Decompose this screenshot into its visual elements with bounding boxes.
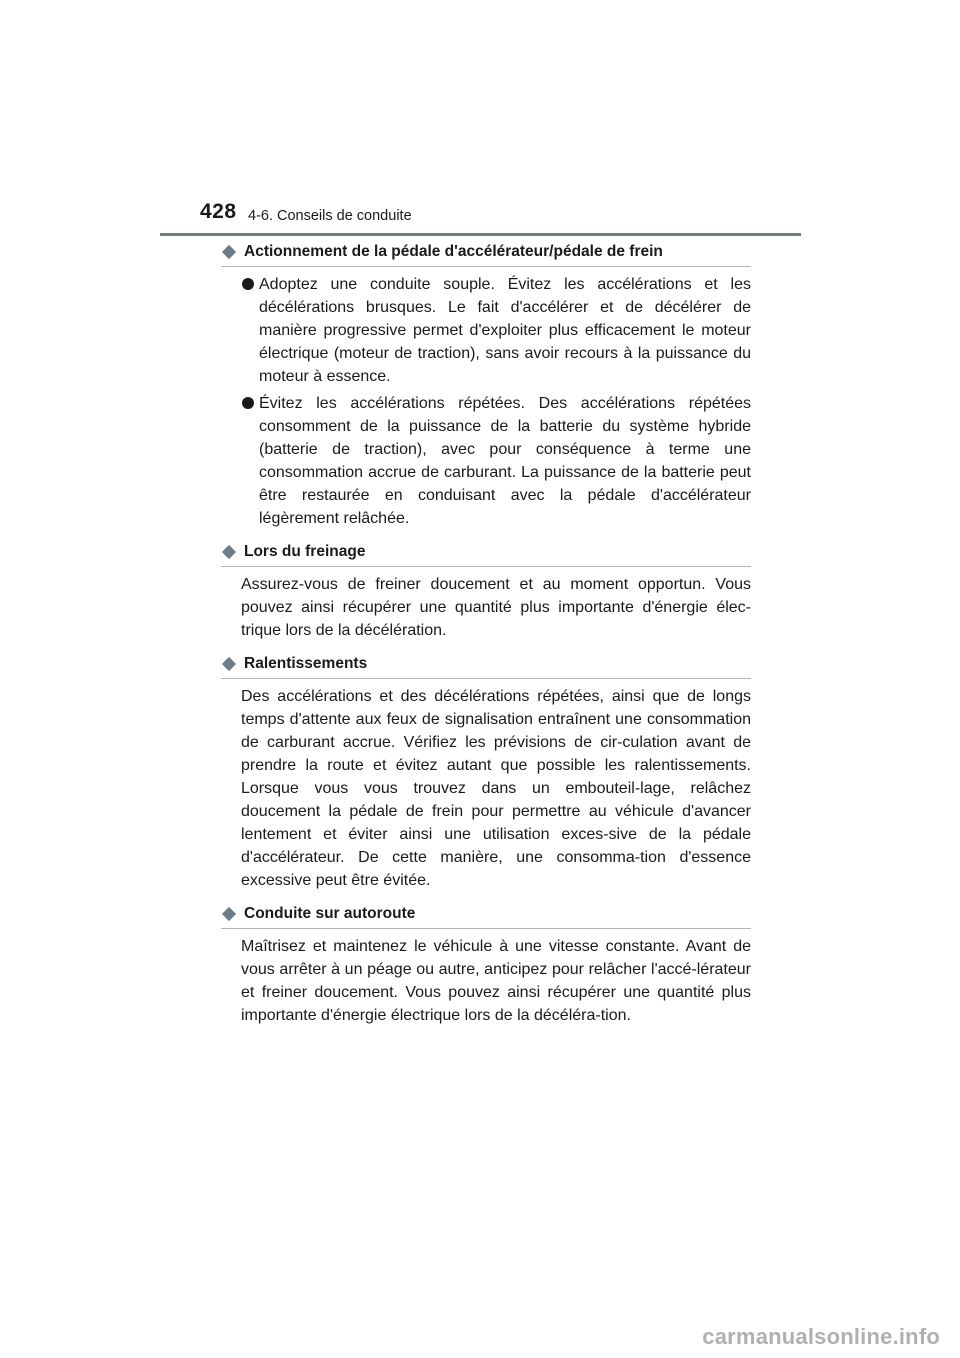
section-paragraph: Des accélérations et des décélérations répétées, ainsi que de longs temps d'attente aux feux de signalisation entraînent une consommation de carburant accrue. Vérifiez les prévisions de cir-culation avant de prendre la route et évitez autant que possible les ralentissements. Lorsque vous vous trouvez dans un embouteil-lage, relâchez doucement la pédale de frein pour permettre au véhicule d'avancer lentement et éviter ainsi une utilisation exces-sive de la pédale d'accélérateur. De cette manière, une consomma-tion d'essence excessive peut être évitée. <box>241 688 751 889</box>
section-paragraph: Assurez-vous de freiner doucement et au moment opportun. Vous pouvez ainsi récupérer une quantité plus importante d'énergie élec-trique lors de la décélération. <box>241 576 751 639</box>
page-content <box>221 238 751 1035</box>
section-title: Actionnement de la pédale d'accélérateur/pédale de frein <box>244 243 663 260</box>
section-paragraph: Maîtrisez et maintenez le véhicule à une vitesse constante. Avant de vous arrêter à un péage ou autre, anticipez pour relâcher l'accé-lérateur et freiner doucement. Vous pouvez ainsi récupérer une quantité plus importante d'énergie électrique lors de la décéléra-tion. <box>241 938 751 1024</box>
section-heading <box>221 538 751 567</box>
chapter-title: 4-6. Conseils de conduite <box>248 208 412 224</box>
section-traffic-jams <box>221 650 751 892</box>
diamond-bullet-icon <box>222 545 236 559</box>
section-pedal-use <box>221 238 751 530</box>
watermark: carmanualsonline.info <box>702 1324 940 1349</box>
list-item-text: Adoptez une conduite souple. Évitez les accélérations et les décélérations brusques. Le fait d'accélérer et de décélérer de manière progressive permet d'exploiter plus efficacement le moteur électrique (moteur de traction), sans avoir recours à la puissance du moteur à essence. <box>259 276 751 385</box>
section-title: Conduite sur autoroute <box>244 905 416 922</box>
section-heading <box>221 238 751 267</box>
section-title: Lors du freinage <box>244 543 366 560</box>
list-item-text: Évitez les accélérations répétées. Des accélérations répétées consomment de la puissance de la batterie du système hybride (batterie de traction), avec pour conséquence à terme une consommation accrue de carburant. La puissance de la batterie peut être restaurée en conduisant avec la pédale d'accélérateur légèrement relâchée. <box>259 395 751 527</box>
bullet-dot-icon <box>241 392 259 415</box>
page-number: 428 <box>200 200 237 223</box>
section-braking <box>221 538 751 642</box>
diamond-bullet-icon <box>222 245 236 259</box>
section-highway-driving <box>221 900 751 1027</box>
bullet-dot-icon <box>241 273 259 296</box>
section-heading <box>221 900 751 929</box>
list-item <box>241 273 751 388</box>
section-title: Ralentissements <box>244 655 368 672</box>
header-rule <box>160 233 801 236</box>
section-heading <box>221 650 751 679</box>
list-item <box>241 392 751 530</box>
diamond-bullet-icon <box>222 907 236 921</box>
diamond-bullet-icon <box>222 657 236 671</box>
